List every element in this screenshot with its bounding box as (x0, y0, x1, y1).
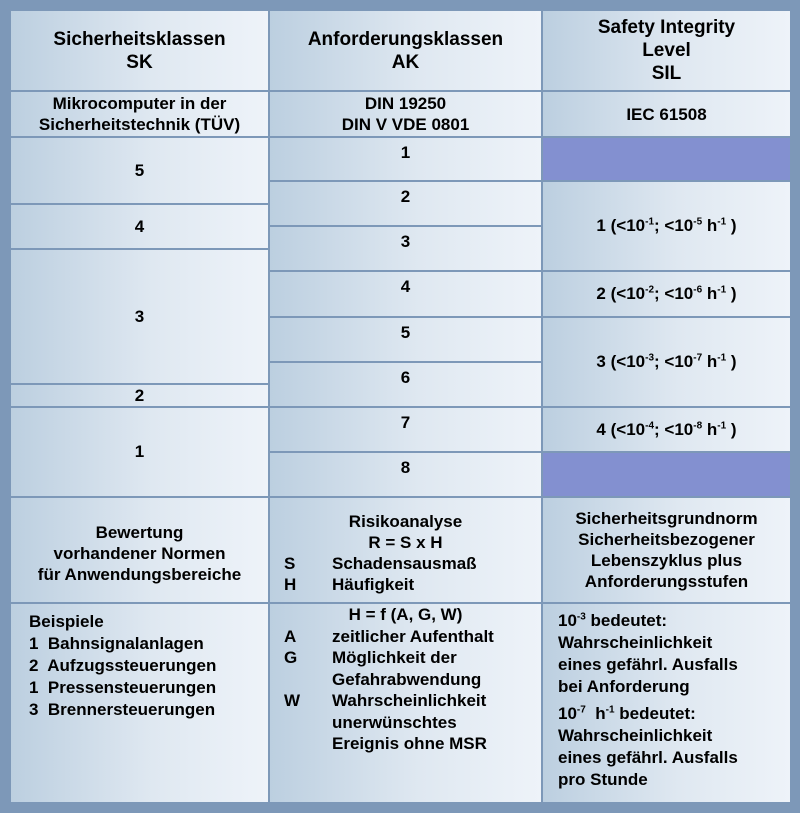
header-sil-line3: SIL (651, 63, 682, 84)
subheader-sk-line2: Sicherheitstechnik (TÜV) (38, 115, 241, 134)
sk-label: 3 (134, 306, 145, 326)
header-sil (543, 11, 790, 90)
lower-ak-title1: Risikoanalyse (348, 512, 463, 531)
ak-label: 1 (400, 143, 411, 162)
header-sk-line2: SK (126, 51, 153, 73)
sil-value: 1 ($<10^{-1}$; $<10^{-5}$ $h^{-1}$ ) (596, 216, 737, 235)
sk-label: 1 (134, 442, 145, 461)
header-sil-line1: Safety Integrity (597, 17, 736, 38)
sil-empty-top (543, 138, 790, 180)
ak-cell-7 (270, 408, 541, 451)
ak-label: 4 (400, 277, 411, 296)
ak-cell-3 (270, 227, 541, 270)
sil-meaning-line: bei Anforderung (558, 677, 690, 696)
header-ak (270, 11, 541, 90)
subheader-ak (270, 92, 541, 136)
risk-item-a: A zeitlicher Aufenthalt (284, 626, 494, 646)
risk-formula: H = f (A, G, W) (348, 605, 463, 624)
ak-cell-4 (270, 272, 541, 316)
sil-value: 3 ($<10^{-3}$; $<10^{-7}$ $h^{-1}$ ) (596, 352, 737, 371)
subheader-sk (11, 92, 268, 136)
subheader-sk-line1: Mikrocomputer in der (52, 94, 227, 113)
example-item: 1 Pressensteuerungen (29, 678, 217, 697)
lower-sk (11, 498, 268, 602)
bottom-sil-meaning (543, 604, 790, 802)
sk-cell-5 (11, 138, 268, 203)
ak-cell-8 (270, 453, 541, 496)
lower-ak (270, 498, 541, 602)
lower-ak-title2: R = S x H (368, 533, 443, 552)
sk-cell-3 (11, 250, 268, 383)
sil-meaning-line: eines gefährl. Ausfalls (558, 655, 738, 674)
header-ak-line1: Anforderungsklassen (307, 28, 504, 50)
header-sil-line2: Level (642, 40, 691, 61)
sil-meaning-line: eines gefährl. Ausfalls (558, 748, 738, 767)
lower-sk-line3: für Anwendungsbereiche (37, 564, 242, 584)
sil-meaning-demand: $10^{-3}$ bedeutet: (558, 611, 668, 630)
example-item: 3 Brennersteuerungen (29, 700, 216, 719)
header-sk-line1: Sicherheitsklassen (53, 28, 226, 50)
lower-sk-line1: Bewertung (95, 522, 184, 542)
sk-cell-1 (11, 408, 268, 496)
header-ak-line2: AK (391, 51, 420, 73)
lower-sil-line4: Anforderungsstufen (584, 572, 749, 591)
lower-sil-line1: Sicherheitsgrundnorm (575, 509, 758, 528)
ak-cell-5 (270, 318, 541, 361)
ak-label: 5 (400, 323, 411, 342)
bottom-examples (11, 604, 268, 802)
lower-ak-item-h: H Häufigkeit (284, 575, 415, 594)
ak-label: 2 (400, 187, 411, 206)
subheader-sil-text: IEC 61508 (626, 104, 707, 124)
ak-cell-6 (270, 363, 541, 406)
sk-label: 2 (134, 385, 145, 405)
subheader-ak-line2: DIN V VDE 0801 (341, 115, 470, 134)
ak-cell-1 (270, 138, 541, 180)
lower-sil-line2: Sicherheitsbezogener (578, 530, 755, 549)
ak-cell-2 (270, 182, 541, 225)
examples-title: Beispiele (29, 612, 104, 631)
ak-label: 7 (400, 413, 411, 432)
ak-label: 6 (400, 368, 411, 387)
sil-cell-3 (543, 318, 790, 406)
ak-label: 8 (400, 458, 411, 477)
sk-label: 5 (134, 160, 145, 180)
ak-label: 3 (400, 232, 411, 251)
risk-item-g: G Möglichkeit der Gefahrabwendung (284, 648, 482, 689)
sk-label: 4 (134, 216, 145, 236)
sil-cell-4 (543, 408, 790, 451)
risk-item-w: W Wahrscheinlichkeit unerwünschtes Ereignis ohne MSR (284, 691, 487, 753)
sil-meaning-line: Wahrscheinlichkeit (558, 726, 713, 745)
sk-cell-4 (11, 205, 268, 248)
sil-meaning-line: pro Stunde (558, 770, 648, 789)
lower-ak-item-s: S Schadensausmaß (284, 554, 477, 573)
header-sk (11, 11, 268, 90)
sil-cell-1 (543, 182, 790, 270)
subheader-ak-line1: DIN 19250 (364, 94, 447, 113)
sil-cell-2 (543, 272, 790, 316)
subheader-sil (543, 92, 790, 136)
sil-value: 2 ($<10^{-2}$; $<10^{-6}$ $h^{-1}$ ) (596, 284, 737, 303)
sil-empty-bottom (543, 453, 790, 496)
lower-sil-line3: Lebenszyklus plus (590, 551, 743, 570)
example-item: 1 Bahnsignalanlagen (29, 634, 204, 653)
sil-meaning-hour: $10^{-7}$ $h^{-1}$ bedeutet: (558, 704, 696, 723)
lower-sk-line2: vorhandener Normen (53, 543, 226, 563)
sk-cell-2 (11, 385, 268, 406)
lower-sil (543, 498, 790, 602)
sil-value: 4 ($<10^{-4}$; $<10^{-8}$ $h^{-1}$ ) (596, 419, 737, 439)
example-item: 2 Aufzugssteuerungen (29, 656, 217, 675)
sil-meaning-line: Wahrscheinlichkeit (558, 633, 713, 652)
bottom-risk-factors (270, 604, 541, 802)
